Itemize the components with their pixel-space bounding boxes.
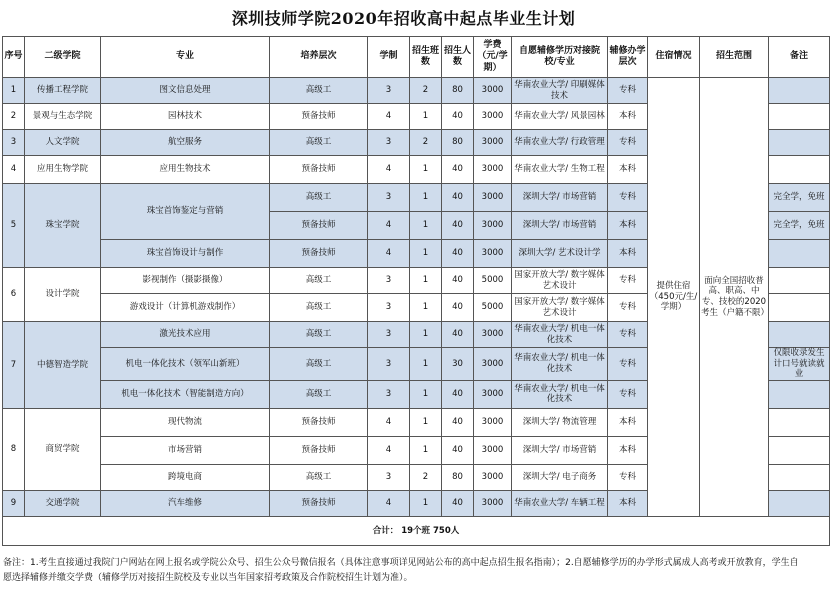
page-title: 深圳技师学院2020年招收高中起点毕业生计划 xyxy=(231,8,576,28)
partner-cell: 深圳大学/ 市场营销 xyxy=(512,184,608,212)
degree-cell: 专科 xyxy=(608,348,648,381)
remark-cell xyxy=(769,490,830,516)
level-cell: 预备技师 xyxy=(270,436,368,464)
classes-cell: 1 xyxy=(410,294,442,322)
major-cell: 珠宝首饰设计与制作 xyxy=(101,240,270,268)
classes-cell: 2 xyxy=(410,464,442,490)
major-cell: 汽车维修 xyxy=(101,490,270,516)
years-cell: 3 xyxy=(368,268,410,294)
degree-cell: 本科 xyxy=(608,436,648,464)
partner-cell: 华南农业大学/ 车辆工程 xyxy=(512,490,608,516)
count-cell: 40 xyxy=(442,294,474,322)
major-cell: 机电一体化技术（领军山新班） xyxy=(101,348,270,381)
remark-cell xyxy=(769,130,830,156)
count-cell: 40 xyxy=(442,212,474,240)
remark-cell xyxy=(769,408,830,436)
level-cell: 高级工 xyxy=(270,380,368,408)
lodging-cell: 提供住宿（450元/生/学期） xyxy=(648,78,700,517)
header-count: 招生人数 xyxy=(442,37,474,78)
row-number-cell: 3 xyxy=(3,130,25,156)
count-cell: 40 xyxy=(442,380,474,408)
degree-cell: 专科 xyxy=(608,464,648,490)
total-cell: 合计： 19个班 750人 xyxy=(3,516,830,545)
row-number-cell: 7 xyxy=(3,322,25,409)
classes-cell: 1 xyxy=(410,348,442,381)
years-cell: 4 xyxy=(368,240,410,268)
remark-cell xyxy=(769,268,830,294)
fee-cell: 3000 xyxy=(474,490,512,516)
degree-cell: 本科 xyxy=(608,408,648,436)
fee-cell: 3000 xyxy=(474,104,512,130)
fee-cell: 3000 xyxy=(474,380,512,408)
fee-cell: 5000 xyxy=(474,268,512,294)
count-cell: 80 xyxy=(442,464,474,490)
major-cell: 激光技术应用 xyxy=(101,322,270,348)
partner-cell: 华南农业大学/ 机电一体化技术 xyxy=(512,348,608,381)
college-cell: 中德智造学院 xyxy=(25,322,101,409)
level-cell: 预备技师 xyxy=(270,212,368,240)
college-cell: 传播工程学院 xyxy=(25,78,101,104)
fee-cell: 3000 xyxy=(474,464,512,490)
header-row xyxy=(3,37,830,78)
header-college: 二级学院 xyxy=(25,37,101,78)
major-cell: 跨境电商 xyxy=(101,464,270,490)
fee-cell: 3000 xyxy=(474,130,512,156)
partner-cell: 华南农业大学/ 机电一体化技术 xyxy=(512,322,608,348)
count-cell: 40 xyxy=(442,490,474,516)
years-cell: 3 xyxy=(368,464,410,490)
major-cell: 应用生物技术 xyxy=(101,156,270,184)
row-number-cell: 8 xyxy=(3,408,25,490)
partner-cell: 深圳大学/ 艺术设计学 xyxy=(512,240,608,268)
count-cell: 80 xyxy=(442,78,474,104)
classes-cell: 1 xyxy=(410,408,442,436)
classes-cell: 1 xyxy=(410,104,442,130)
header-no: 序号 xyxy=(3,37,25,78)
partner-cell: 华南农业大学/ 风景园林 xyxy=(512,104,608,130)
header-range: 招生范围 xyxy=(700,37,769,78)
degree-cell: 本科 xyxy=(608,156,648,184)
header-partner: 自愿辅修学历对接院校/专业 xyxy=(512,37,608,78)
partner-cell: 深圳大学/ 物流管理 xyxy=(512,408,608,436)
level-cell: 预备技师 xyxy=(270,104,368,130)
row-number-cell: 2 xyxy=(3,104,25,130)
classes-cell: 1 xyxy=(410,322,442,348)
partner-cell: 深圳大学/ 电子商务 xyxy=(512,464,608,490)
years-cell: 3 xyxy=(368,78,410,104)
table-body xyxy=(3,78,830,517)
count-cell: 40 xyxy=(442,322,474,348)
table-row xyxy=(3,78,830,104)
footer-note: 备注：1.考生直接通过我院门户网站在网上报名或学院公众号、招生公众号微信报名（具体注意事项详见网站公布的高中起点招生报名指南）；2.自愿辅修学历的办学形式属成人高考或开放教育，学生自愿选择辅修并缴交学费（辅修学历对接招生院校及专业以当年国家招考政策及合作院校招生计划为准）。 xyxy=(3,558,799,583)
classes-cell: 1 xyxy=(410,184,442,212)
remark-cell: 仅限收录发生计口号就读就业 xyxy=(769,348,830,381)
fee-cell: 3000 xyxy=(474,408,512,436)
total-row xyxy=(3,516,830,545)
degree-cell: 本科 xyxy=(608,212,648,240)
header-fee: 学费（元/学期） xyxy=(474,37,512,78)
classes-cell: 1 xyxy=(410,490,442,516)
remark-cell xyxy=(769,322,830,348)
degree-cell: 专科 xyxy=(608,380,648,408)
count-cell: 30 xyxy=(442,348,474,381)
header-degree: 辅修办学层次 xyxy=(608,37,648,78)
partner-cell: 华南农业大学/ 印刷媒体技术 xyxy=(512,78,608,104)
fee-cell: 3000 xyxy=(474,156,512,184)
years-cell: 3 xyxy=(368,130,410,156)
classes-cell: 1 xyxy=(410,436,442,464)
classes-cell: 1 xyxy=(410,268,442,294)
fee-cell: 5000 xyxy=(474,294,512,322)
classes-cell: 1 xyxy=(410,380,442,408)
remark-cell: 完全学，免班 xyxy=(769,212,830,240)
row-number-cell: 1 xyxy=(3,78,25,104)
partner-cell: 华南农业大学/ 生物工程 xyxy=(512,156,608,184)
row-number-cell: 4 xyxy=(3,156,25,184)
header-remark: 备注 xyxy=(769,37,830,78)
fee-cell: 3000 xyxy=(474,78,512,104)
fee-cell: 3000 xyxy=(474,240,512,268)
major-cell: 机电一体化技术（智能制造方向） xyxy=(101,380,270,408)
header-lodging: 住宿情况 xyxy=(648,37,700,78)
major-cell: 游戏设计（计算机游戏制作） xyxy=(101,294,270,322)
degree-cell: 专科 xyxy=(608,322,648,348)
partner-cell: 国家开放大学/ 数字媒体艺术设计 xyxy=(512,294,608,322)
college-cell: 景观与生态学院 xyxy=(25,104,101,130)
years-cell: 4 xyxy=(368,490,410,516)
level-cell: 预备技师 xyxy=(270,240,368,268)
header-level: 培养层次 xyxy=(270,37,368,78)
years-cell: 3 xyxy=(368,322,410,348)
major-cell: 图文信息处理 xyxy=(101,78,270,104)
college-cell: 珠宝学院 xyxy=(25,184,101,268)
remark-cell xyxy=(769,464,830,490)
level-cell: 高级工 xyxy=(270,130,368,156)
years-cell: 4 xyxy=(368,212,410,240)
classes-cell: 2 xyxy=(410,130,442,156)
years-cell: 4 xyxy=(368,408,410,436)
major-cell: 现代物流 xyxy=(101,408,270,436)
major-cell: 影视制作（摄影摄像） xyxy=(101,268,270,294)
remark-cell xyxy=(769,436,830,464)
level-cell: 高级工 xyxy=(270,268,368,294)
major-cell: 珠宝首饰鉴定与营销 xyxy=(101,184,270,240)
major-cell: 园林技术 xyxy=(101,104,270,130)
years-cell: 3 xyxy=(368,294,410,322)
count-cell: 40 xyxy=(442,268,474,294)
enrollment-table xyxy=(2,36,830,546)
level-cell: 高级工 xyxy=(270,348,368,381)
partner-cell: 深圳大学/ 市场营销 xyxy=(512,436,608,464)
years-cell: 3 xyxy=(368,184,410,212)
remark-cell xyxy=(769,156,830,184)
level-cell: 预备技师 xyxy=(270,408,368,436)
row-number-cell: 6 xyxy=(3,268,25,322)
remark-cell xyxy=(769,294,830,322)
partner-cell: 深圳大学/ 市场营销 xyxy=(512,212,608,240)
classes-cell: 1 xyxy=(410,212,442,240)
count-cell: 40 xyxy=(442,408,474,436)
years-cell: 3 xyxy=(368,348,410,381)
header-years: 学制 xyxy=(368,37,410,78)
degree-cell: 本科 xyxy=(608,104,648,130)
major-cell: 市场营销 xyxy=(101,436,270,464)
count-cell: 40 xyxy=(442,156,474,184)
years-cell: 3 xyxy=(368,380,410,408)
remark-cell xyxy=(769,380,830,408)
header-classes: 招生班数 xyxy=(410,37,442,78)
level-cell: 高级工 xyxy=(270,294,368,322)
count-cell: 80 xyxy=(442,130,474,156)
years-cell: 4 xyxy=(368,436,410,464)
count-cell: 40 xyxy=(442,240,474,268)
level-cell: 预备技师 xyxy=(270,490,368,516)
fee-cell: 3000 xyxy=(474,184,512,212)
classes-cell: 1 xyxy=(410,240,442,268)
fee-cell: 3000 xyxy=(474,348,512,381)
row-number-cell: 9 xyxy=(3,490,25,516)
classes-cell: 2 xyxy=(410,78,442,104)
fee-cell: 3000 xyxy=(474,212,512,240)
partner-cell: 华南农业大学/ 机电一体化技术 xyxy=(512,380,608,408)
count-cell: 40 xyxy=(442,184,474,212)
college-cell: 应用生物学院 xyxy=(25,156,101,184)
fee-cell: 3000 xyxy=(474,322,512,348)
college-cell: 交通学院 xyxy=(25,490,101,516)
level-cell: 高级工 xyxy=(270,322,368,348)
degree-cell: 专科 xyxy=(608,184,648,212)
partner-cell: 华南农业大学/ 行政管理 xyxy=(512,130,608,156)
remark-cell xyxy=(769,78,830,104)
count-cell: 40 xyxy=(442,104,474,130)
major-cell: 航空服务 xyxy=(101,130,270,156)
degree-cell: 本科 xyxy=(608,240,648,268)
fee-cell: 3000 xyxy=(474,436,512,464)
years-cell: 4 xyxy=(368,156,410,184)
classes-cell: 1 xyxy=(410,156,442,184)
college-cell: 设计学院 xyxy=(25,268,101,322)
remark-cell: 完全学，免班 xyxy=(769,184,830,212)
remark-cell xyxy=(769,240,830,268)
level-cell: 高级工 xyxy=(270,184,368,212)
college-cell: 人文学院 xyxy=(25,130,101,156)
degree-cell: 专科 xyxy=(608,294,648,322)
degree-cell: 本科 xyxy=(608,490,648,516)
degree-cell: 专科 xyxy=(608,78,648,104)
count-cell: 40 xyxy=(442,436,474,464)
remark-cell xyxy=(769,104,830,130)
range-cell: 面向全国招收普高、职高、中专、技校的2020考生（户籍不限） xyxy=(700,78,769,517)
degree-cell: 专科 xyxy=(608,268,648,294)
level-cell: 预备技师 xyxy=(270,156,368,184)
partner-cell: 国家开放大学/ 数字媒体艺术设计 xyxy=(512,268,608,294)
years-cell: 4 xyxy=(368,104,410,130)
level-cell: 高级工 xyxy=(270,78,368,104)
college-cell: 商贸学院 xyxy=(25,408,101,490)
degree-cell: 专科 xyxy=(608,130,648,156)
level-cell: 高级工 xyxy=(270,464,368,490)
row-number-cell: 5 xyxy=(3,184,25,268)
header-major: 专业 xyxy=(101,37,270,78)
